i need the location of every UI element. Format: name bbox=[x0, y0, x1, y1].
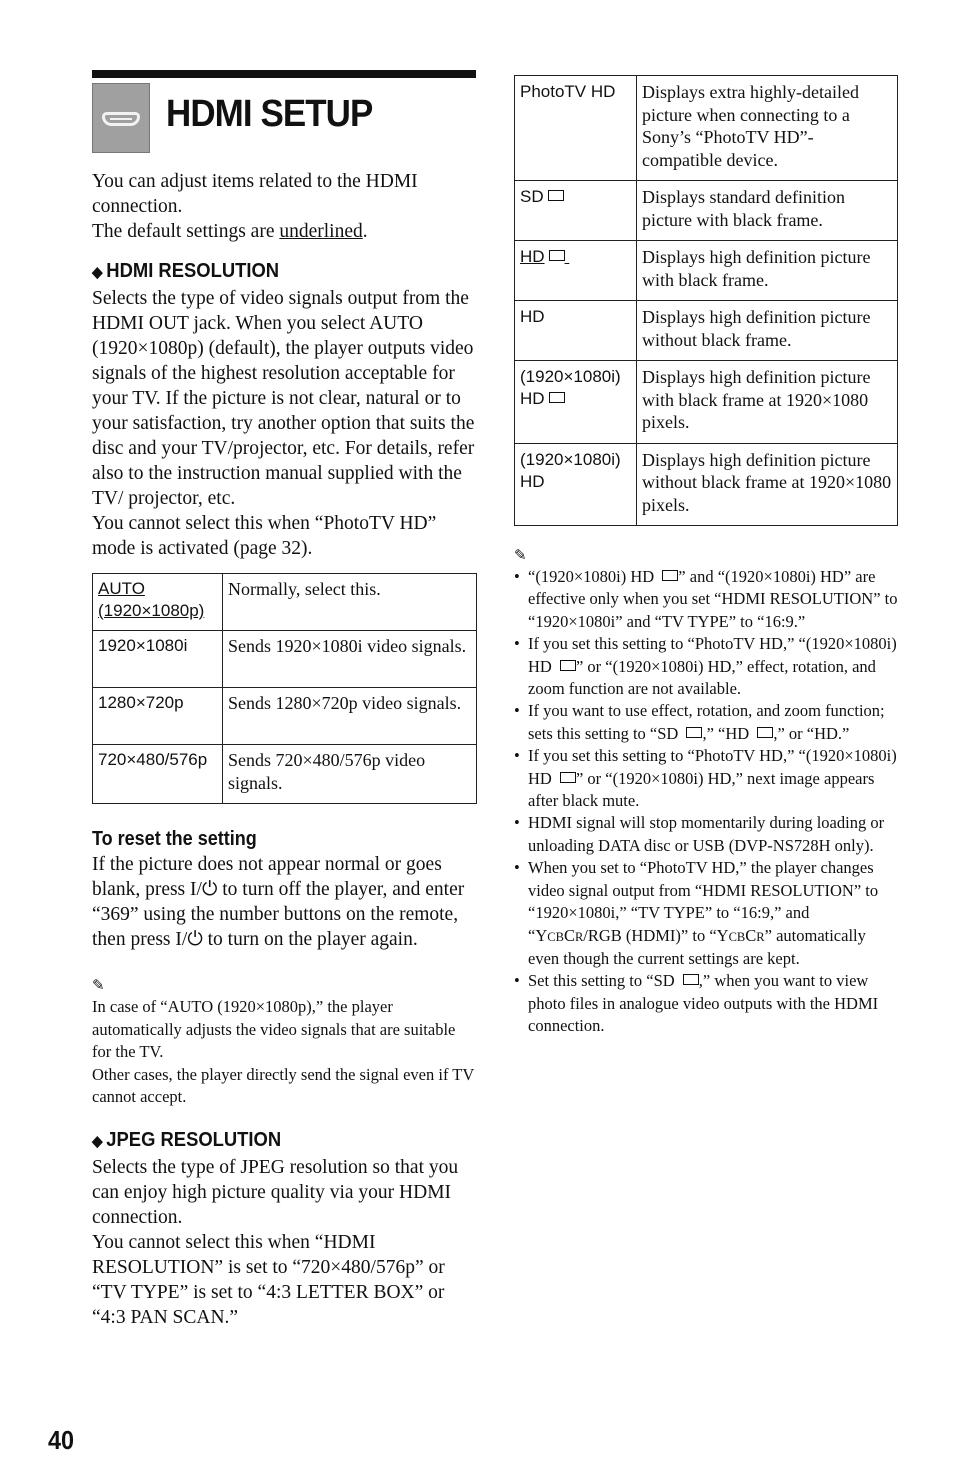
table-row bbox=[93, 631, 477, 688]
option-value: Displays high definition picture without black frame at 1920×1080 pixels. bbox=[637, 443, 898, 526]
option-key: 1920×1080i bbox=[93, 631, 223, 688]
hdmi-connector-icon bbox=[92, 83, 150, 153]
reset-text: If the picture does not appear normal or goes blank, press I/⏻ to turn off the player, and enter “369” using the number buttons on the remote, then press I/⏻ to turn on the player again. bbox=[92, 854, 465, 950]
reset-heading: To reset the setting bbox=[92, 828, 257, 850]
jpeg-resolution-table bbox=[514, 75, 898, 526]
option-value: Sends 720×480/576p video signals. bbox=[223, 745, 477, 804]
right-column bbox=[514, 75, 898, 1038]
option-value: Sends 1280×720p video signals. bbox=[223, 688, 477, 745]
option-key: 1280×720p bbox=[93, 688, 223, 745]
table-row bbox=[515, 443, 898, 526]
frame-icon bbox=[757, 727, 773, 738]
list-item: • Set this setting to “SD ,” when you want to view photo files in analogue video outputs with the HDMI connection. bbox=[514, 970, 898, 1037]
page-title: HDMI SETUP bbox=[166, 93, 373, 135]
option-key: AUTO (1920×1080p) bbox=[93, 574, 223, 631]
list-item: • HDMI signal will stop momentarily during loading or unloading DATA disc or USB (DVP-NS728H only). bbox=[514, 812, 898, 857]
option-value: Sends 1920×1080i video signals. bbox=[223, 631, 477, 688]
frame-icon bbox=[683, 974, 699, 985]
list-item: • When you set to “PhotoTV HD,” the player changes video signal output from “HDMI RESOLUTION” to “1920×1080i,” “TV TYPE” to “16:9,” and “YCBCR/RGB (HDMI)” to “YCBCR” automatically even though the current settings are kept. bbox=[514, 857, 898, 970]
section-heading-hdmi-resolution bbox=[92, 258, 445, 286]
frame-icon bbox=[686, 727, 702, 738]
hdmi-resolution-desc2: You cannot select this when “PhotoTV HD” mode is activated (page 32). bbox=[92, 513, 437, 559]
title-rule bbox=[92, 70, 476, 78]
frame-icon bbox=[560, 660, 576, 671]
option-key: 720×480/576p bbox=[93, 745, 223, 804]
table-row bbox=[93, 574, 477, 631]
section-heading-jpeg-resolution bbox=[92, 1127, 445, 1155]
option-value: Displays high definition picture with black frame at 1920×1080 pixels. bbox=[637, 361, 898, 444]
frame-icon bbox=[662, 570, 678, 581]
frame-icon bbox=[549, 250, 565, 261]
hint-icon: ✎ bbox=[514, 546, 527, 564]
power-icon: I/⏻ bbox=[190, 879, 218, 900]
diamond-icon: ◆ bbox=[92, 264, 103, 281]
frame-icon bbox=[548, 190, 564, 201]
title-row bbox=[92, 83, 476, 169]
page-number: 40 bbox=[48, 1425, 75, 1455]
table-row bbox=[515, 181, 898, 241]
table-row bbox=[515, 241, 898, 301]
default-note: The default settings are underlined. bbox=[92, 221, 368, 242]
option-key: (1920×1080i) HD bbox=[515, 443, 637, 526]
option-key: SD bbox=[515, 181, 637, 241]
jpeg-resolution-desc: Selects the type of JPEG resolution so that you can enjoy high picture quality via your HDMI connection. bbox=[92, 1156, 459, 1228]
intro-text: You can adjust items related to the HDMI connection. bbox=[92, 171, 418, 217]
option-value: Displays extra highly-detailed picture when connecting to a Sony’s “PhotoTV HD”-compatible device. bbox=[637, 76, 898, 181]
option-key: PhotoTV HD bbox=[515, 76, 637, 181]
list-item: • “(1920×1080i) HD ” and “(1920×1080i) HD” are effective only when you set “HDMI RESOLUTION” to “1920×1080i” and “TV TYPE” to “16:9.” bbox=[514, 566, 898, 633]
hint-text-2: Other cases, the player directly send the signal even if TV cannot accept. bbox=[92, 1064, 474, 1106]
table-row bbox=[515, 361, 898, 444]
diamond-icon: ◆ bbox=[92, 1132, 103, 1150]
hint-text-1: In case of “AUTO (1920×1080p),” the player automatically adjusts the video signals that are suitable for the TV. bbox=[92, 997, 456, 1061]
heading-label: HDMI RESOLUTION bbox=[106, 260, 280, 282]
option-value: Displays high definition picture with black frame. bbox=[637, 241, 898, 301]
table-row bbox=[93, 688, 477, 745]
jpeg-resolution-desc2: You cannot select this when “HDMI RESOLUTION” is set to “720×480/576p” or “TV TYPE” is set to “4:3 LETTER BOX” or “4:3 PAN SCAN.” bbox=[92, 1231, 445, 1328]
option-key: HD bbox=[515, 241, 637, 301]
table-row bbox=[515, 301, 898, 361]
list-item: • If you set this setting to “PhotoTV HD,” “(1920×1080i) HD ” or “(1920×1080i) HD,” effect, rotation, and zoom function are not available. bbox=[514, 633, 898, 700]
power-icon: I/⏻ bbox=[175, 929, 203, 950]
table-row bbox=[515, 76, 898, 181]
option-value: Normally, select this. bbox=[223, 574, 477, 631]
hdmi-resolution-desc: Selects the type of video signals output from the HDMI OUT jack. When you select AUTO (1920×1080p) (default), the player outputs video signals of the highest resolution acceptable for your TV. If the picture is not clear, natural or to your satisfaction, try another option that suits the disc and your TV/projector, etc. For details, refer also to the instruction manual supplied with the TV/ projector, etc. bbox=[92, 288, 475, 509]
hdmi-resolution-table bbox=[92, 573, 477, 804]
frame-icon bbox=[560, 772, 576, 783]
option-key: (1920×1080i) HD bbox=[515, 361, 637, 444]
option-key: HD bbox=[515, 301, 637, 361]
table-row bbox=[93, 745, 477, 804]
left-column bbox=[92, 70, 476, 1330]
frame-icon bbox=[549, 392, 565, 403]
list-item: • If you set this setting to “PhotoTV HD,” “(1920×1080i) HD ” or “(1920×1080i) HD,” next image appears after black mute. bbox=[514, 745, 898, 812]
option-value: Displays high definition picture without black frame. bbox=[637, 301, 898, 361]
notes-list bbox=[514, 566, 898, 1038]
heading-label: JPEG RESOLUTION bbox=[106, 1128, 282, 1151]
hint-icon: ✎ bbox=[92, 976, 105, 994]
underlined-word: underlined bbox=[279, 221, 363, 242]
option-value: Displays standard definition picture with black frame. bbox=[637, 181, 898, 241]
list-item: • If you want to use effect, rotation, and zoom function; sets this setting to “SD ,” “HD ,” or “HD.” bbox=[514, 700, 898, 745]
